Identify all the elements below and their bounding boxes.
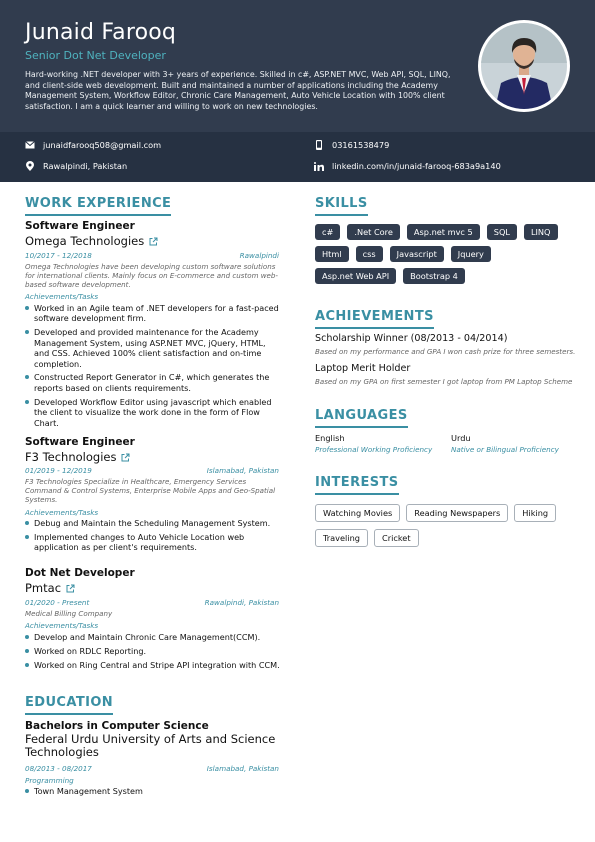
external-link-icon[interactable] bbox=[66, 584, 75, 593]
list-item: Worked in an Agile team of .NET developers for a fast-paced software development firm. bbox=[25, 303, 283, 324]
interest-tag: Watching Movies bbox=[315, 504, 400, 522]
job-dates: 10/2017 - 12/2018 bbox=[25, 251, 92, 260]
skill-tag: Asp.net Web API bbox=[315, 268, 396, 284]
skill-tag: LINQ bbox=[524, 224, 558, 240]
job-company[interactable] bbox=[25, 581, 75, 595]
job-title: Software Engineer bbox=[25, 220, 135, 232]
job-tasks-list bbox=[25, 303, 283, 431]
job-dates: 01/2019 - 12/2019 bbox=[25, 466, 92, 475]
contact-linkedin[interactable] bbox=[314, 161, 501, 171]
interest-tag: Traveling bbox=[315, 529, 368, 547]
list-item: Constructed Report Generator in C#, which generates the reports based on clients requirements. bbox=[25, 372, 283, 393]
contact-location bbox=[25, 161, 127, 171]
list-item: Developed and provided maintenance for the Academy Management System, using ASP.NET MVC, jQuery, HTML, and CSS. Achieved 100% client satisfaction and on-time completion. bbox=[25, 327, 283, 369]
job-location: Islamabad, Pakistan bbox=[206, 466, 279, 475]
profile-photo bbox=[478, 20, 570, 112]
interests-list bbox=[315, 504, 575, 547]
company-name: Omega Technologies bbox=[25, 234, 145, 248]
external-link-icon[interactable] bbox=[149, 237, 158, 246]
achievement-title: Laptop Merit Holder bbox=[315, 363, 411, 374]
job-description: Omega Technologies have been developing custom software solutions for international clients. Mainly focus on E-commerce and custom web-based software development. bbox=[25, 262, 278, 289]
section-title-skills: SKILLS bbox=[315, 196, 368, 216]
envelope-icon bbox=[25, 140, 35, 150]
contact-bar bbox=[0, 132, 595, 182]
job-title: Software Engineer bbox=[25, 436, 135, 448]
achievement-description: Based on my performance and GPA I won cash prize for three semesters. bbox=[315, 347, 576, 356]
education-location: Islamabad, Pakistan bbox=[206, 764, 279, 773]
company-name: Pmtac bbox=[25, 581, 62, 595]
external-link-icon[interactable] bbox=[121, 453, 130, 462]
job-tasks-list bbox=[25, 632, 283, 674]
job-meta bbox=[25, 251, 279, 260]
profile-photo-illustration bbox=[481, 23, 567, 109]
skill-tag: css bbox=[356, 246, 383, 262]
job-tasks-label: Achievements/Tasks bbox=[25, 508, 99, 517]
section-title-work: WORK EXPERIENCE bbox=[25, 196, 171, 216]
section-title-education: EDUCATION bbox=[25, 695, 113, 715]
job-tasks-label: Achievements/Tasks bbox=[25, 292, 99, 301]
skill-tag: Bootstrap 4 bbox=[403, 268, 465, 284]
job-dates: 01/2020 - Present bbox=[25, 598, 90, 607]
skill-tag: c# bbox=[315, 224, 340, 240]
language-name: English bbox=[315, 433, 345, 443]
job-description: F3 Technologies Specialize in Healthcare, Emergency Services Command & Control Systems, Enterprise Mobile Apps and Geo-Spatial Systems. bbox=[25, 477, 276, 504]
language-level: Native or Bilingual Proficiency bbox=[451, 445, 559, 454]
location-text: Rawalpindi, Pakistan bbox=[43, 161, 128, 171]
list-item: Developed Workflow Editor using javascript which enabled the client to visualize the work done in the form of Flow Chart. bbox=[25, 397, 283, 428]
phone-icon bbox=[314, 140, 324, 150]
skill-tag: Asp.net mvc 5 bbox=[407, 224, 480, 240]
achievement-title: Scholarship Winner (08/2013 - 04/2014) bbox=[315, 333, 508, 344]
interest-tag: Reading Newspapers bbox=[406, 504, 508, 522]
degree-title: Bachelors in Computer Science bbox=[25, 720, 209, 732]
contact-phone[interactable] bbox=[314, 140, 389, 150]
phone-text: 03161538479 bbox=[332, 140, 390, 150]
job-location: Rawalpindi bbox=[239, 251, 279, 260]
section-title-achievements: ACHIEVEMENTS bbox=[315, 309, 434, 329]
skill-tag: Jquery bbox=[451, 246, 491, 262]
resume-header bbox=[0, 0, 595, 132]
email-text: junaidfarooq508@gmail.com bbox=[43, 140, 162, 150]
education-list bbox=[25, 786, 283, 800]
job-description: Medical Billing Company bbox=[25, 609, 113, 618]
achievement-description: Based on my GPA on first semester I got laptop from PM Laptop Scheme bbox=[315, 377, 573, 386]
location-pin-icon bbox=[25, 161, 35, 171]
job-location: Rawalpindi, Pakistan bbox=[204, 598, 279, 607]
job-meta bbox=[25, 598, 279, 607]
summary-text: Hard-working .NET developer with 3+ years of experience. Skilled in c#, ASP.NET MVC, Web API, SQL, LINQ, and client-side web development. Built and maintained a number of applications including the Academy Management System, Workflow Editor, Chronic Care Management, Auto Vehicle Location with 100% client satisfaction. I am a quick learner and willing to work on new technologies. bbox=[25, 70, 451, 111]
education-label: Programming bbox=[25, 776, 74, 785]
job-tasks-label: Achievements/Tasks bbox=[25, 621, 99, 630]
education-dates: 08/2013 - 08/2017 bbox=[25, 764, 92, 773]
interest-tag: Cricket bbox=[374, 529, 419, 547]
linkedin-text: linkedin.com/in/junaid-farooq-683a9a140 bbox=[332, 161, 501, 171]
list-item: Worked on RDLC Reporting. bbox=[25, 646, 283, 656]
job-company[interactable] bbox=[25, 234, 158, 248]
interest-tag: Hiking bbox=[514, 504, 556, 522]
list-item: Develop and Maintain Chronic Care Management(CCM). bbox=[25, 632, 283, 642]
job-title: Dot Net Developer bbox=[25, 567, 135, 579]
skill-tag: SQL bbox=[487, 224, 517, 240]
candidate-name: Junaid Farooq bbox=[25, 20, 177, 45]
skills-list bbox=[315, 224, 575, 284]
candidate-role: Senior Dot Net Developer bbox=[25, 49, 166, 62]
language-level: Professional Working Proficiency bbox=[315, 445, 433, 454]
job-meta bbox=[25, 466, 279, 475]
list-item: Town Management System bbox=[25, 786, 283, 796]
list-item: Debug and Maintain the Scheduling Management System. bbox=[25, 518, 283, 528]
linkedin-icon bbox=[314, 161, 324, 171]
job-company[interactable] bbox=[25, 450, 130, 464]
skill-tag: .Net Core bbox=[347, 224, 400, 240]
skill-tag: Html bbox=[315, 246, 349, 262]
skill-tag: Javascript bbox=[390, 246, 444, 262]
contact-email[interactable] bbox=[25, 140, 161, 150]
list-item: Implemented changes to Auto Vehicle Location web application as per client's requirements. bbox=[25, 532, 283, 553]
company-name: F3 Technologies bbox=[25, 450, 117, 464]
language-name: Urdu bbox=[451, 433, 471, 443]
education-meta bbox=[25, 764, 279, 773]
list-item: Worked on Ring Central and Stripe API integration with CCM. bbox=[25, 660, 283, 670]
section-title-languages: LANGUAGES bbox=[315, 408, 408, 428]
school-name: Federal Urdu University of Arts and Science Technologies bbox=[25, 732, 276, 759]
section-title-interests: INTERESTS bbox=[315, 475, 399, 495]
job-tasks-list bbox=[25, 518, 283, 556]
